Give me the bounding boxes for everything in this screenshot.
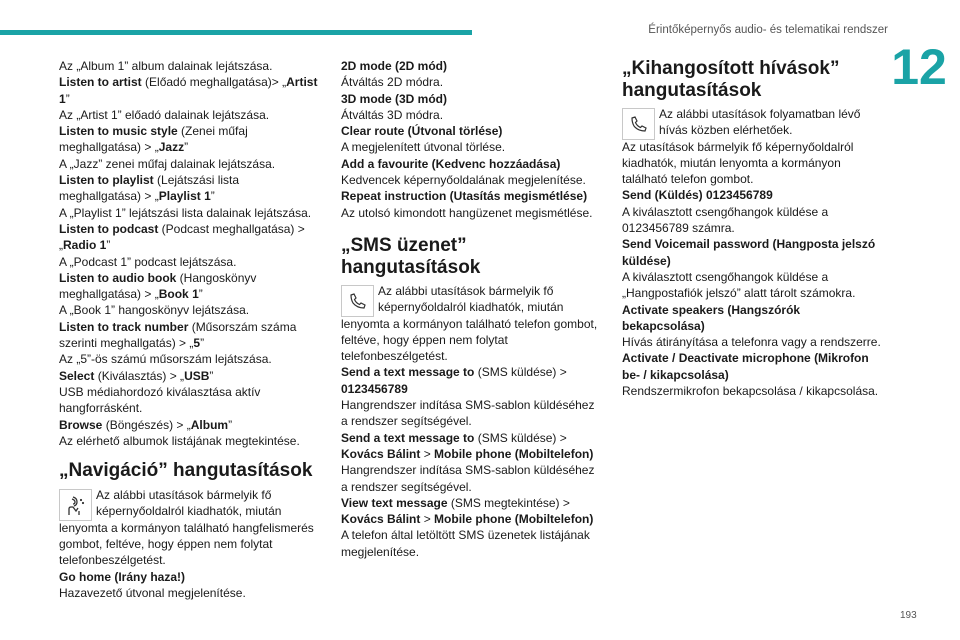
text-line bbox=[341, 156, 603, 172]
text-line bbox=[341, 413, 603, 429]
text-line bbox=[59, 417, 327, 433]
text-run: (SMS küldése) > bbox=[474, 430, 567, 445]
text-run: A kiválasztott csengőhangok küldése a bbox=[622, 269, 829, 284]
text-line bbox=[341, 107, 603, 123]
bold-run: Listen to artist bbox=[59, 75, 142, 90]
col2-lines-after bbox=[341, 316, 603, 560]
bold-run: Add a favourite (Kedvenc hozzáadása) bbox=[341, 156, 561, 171]
text-line bbox=[59, 107, 327, 123]
navigation-intro-lines bbox=[59, 487, 327, 520]
text-run: Az alábbi utasítások folyamatban lévő bbox=[659, 107, 861, 121]
calls-intro bbox=[622, 106, 888, 139]
text-run: lenyomta a kormányon található telefon gombot, bbox=[341, 316, 598, 331]
text-line bbox=[622, 367, 888, 383]
text-run: (SMS megtekintése) > bbox=[447, 495, 570, 510]
calls-heading-line-2: hangutasítások bbox=[622, 80, 762, 101]
text-line bbox=[59, 368, 327, 384]
text-run: Hívás átirányítása a telefonra vagy a rendszerre. bbox=[622, 335, 881, 350]
bold-run: Kovács Bálint bbox=[341, 446, 421, 461]
text-line bbox=[59, 254, 327, 270]
bold-run: 3D mode (3D mód) bbox=[341, 91, 448, 106]
text-line bbox=[341, 446, 603, 462]
text-line bbox=[96, 487, 327, 503]
bold-run: Activate speakers (Hangszórók bbox=[622, 302, 801, 317]
text-line bbox=[659, 106, 888, 122]
voice-command-icon bbox=[59, 489, 92, 521]
column-3 bbox=[622, 58, 888, 399]
text-run: Rendszermikrofon bekapcsolása / kikapcsolása. bbox=[622, 384, 879, 399]
text-run: USB médiahordozó kiválasztása aktív bbox=[59, 384, 261, 399]
text-line bbox=[622, 334, 888, 350]
bold-run: bekapcsolása) bbox=[622, 318, 705, 333]
text-run: A „Book 1” hangoskönyv lejátszása. bbox=[59, 303, 250, 318]
text-line bbox=[59, 335, 327, 351]
text-run: Kedvencek képernyőoldalának megjelenítése. bbox=[341, 173, 586, 188]
text-line bbox=[622, 236, 888, 252]
text-run: 0123456789 számra. bbox=[622, 221, 735, 236]
text-line bbox=[341, 511, 603, 527]
text-line bbox=[341, 397, 603, 413]
text-line bbox=[622, 350, 888, 366]
sms-intro bbox=[341, 283, 603, 316]
navigation-heading: „Navigáció” hangutasítások bbox=[59, 460, 313, 482]
text-run: Az elérhető albumok listájának megtekintése. bbox=[59, 433, 300, 448]
bold-run: Browse bbox=[59, 417, 103, 432]
text-line bbox=[341, 316, 603, 332]
text-run: (Zenei műfaj bbox=[177, 124, 248, 139]
text-run: ” bbox=[209, 368, 214, 383]
text-line bbox=[622, 302, 888, 318]
text-run: Az „Artist 1” előadó dalainak lejátszása. bbox=[59, 107, 270, 122]
text-run: Hangrendszer indítása SMS-sablon küldéséhez bbox=[341, 398, 595, 413]
text-line bbox=[59, 270, 327, 286]
bold-run: Select bbox=[59, 368, 95, 383]
text-line bbox=[59, 205, 327, 221]
text-line bbox=[341, 364, 603, 380]
bold-run: Book 1 bbox=[158, 287, 199, 302]
bold-run: Album bbox=[190, 417, 229, 432]
col2-lines bbox=[341, 58, 603, 221]
text-line bbox=[59, 536, 327, 552]
text-run: (Hangoskönyv bbox=[176, 270, 257, 285]
bold-run: Jazz bbox=[158, 140, 185, 155]
text-run: A „Playlist 1” lejátszási lista dalainak lejátszása. bbox=[59, 205, 312, 220]
bold-run: be- / kikapcsolása) bbox=[622, 367, 729, 382]
text-line bbox=[59, 585, 327, 601]
text-line bbox=[59, 569, 327, 585]
text-run: megjelenítése. bbox=[341, 544, 420, 559]
calls-intro-lines bbox=[622, 106, 888, 139]
text-line bbox=[341, 462, 603, 478]
text-run: feltéve, hogy éppen nem folytat bbox=[341, 332, 508, 347]
text-line bbox=[341, 495, 603, 511]
text-run: telefonbeszélgetést. bbox=[341, 349, 448, 364]
bold-run: Activate / Deactivate microphone (Mikrofon bbox=[622, 351, 869, 366]
text-line bbox=[59, 520, 327, 536]
text-line bbox=[59, 400, 327, 416]
sms-heading-line-2: hangutasítások bbox=[341, 256, 481, 278]
bold-run: Listen to podcast bbox=[59, 221, 159, 236]
text-run: hangforrásként. bbox=[59, 401, 143, 416]
text-line bbox=[59, 188, 327, 204]
text-run: A „Podcast 1” podcast lejátszása. bbox=[59, 254, 237, 269]
text-line bbox=[59, 139, 327, 155]
bold-run: USB bbox=[184, 368, 210, 383]
text-run: ” bbox=[65, 91, 70, 106]
bold-run: Send (Küldés) 0123456789 bbox=[622, 188, 773, 203]
calls-heading-line-1: „Kihangosított hívások” bbox=[622, 58, 840, 79]
text-line bbox=[59, 74, 327, 90]
text-line bbox=[341, 172, 603, 188]
text-line bbox=[341, 139, 603, 155]
phone-icon bbox=[622, 108, 655, 140]
text-line bbox=[59, 156, 327, 172]
col1-lines-after bbox=[59, 520, 327, 601]
text-line bbox=[341, 123, 603, 139]
text-line bbox=[59, 123, 327, 139]
bold-run: Listen to music style bbox=[59, 124, 178, 139]
text-line bbox=[59, 286, 327, 302]
text-run: > bbox=[420, 512, 435, 527]
text-run: Az utolsó kimondott hangüzenet megismétlése. bbox=[341, 205, 593, 220]
bold-run: Clear route (Útvonal törlése) bbox=[341, 124, 503, 139]
text-line bbox=[59, 351, 327, 367]
chapter-number: 12 bbox=[891, 39, 947, 95]
text-run: képernyőoldalról kiadhatók, miután bbox=[378, 300, 564, 315]
header-title: Érintőképernyős audio- és telematikai rendszer bbox=[648, 24, 888, 36]
text-run: Az „5”-ös számú műsorszám lejátszása. bbox=[59, 352, 272, 367]
text-run: ” bbox=[198, 287, 203, 302]
text-run: Átváltás 3D módra. bbox=[341, 107, 444, 122]
text-line bbox=[341, 58, 603, 74]
text-line bbox=[622, 139, 888, 155]
bold-run: Playlist 1 bbox=[158, 189, 211, 204]
text-run: A megjelenített útvonal törlése. bbox=[341, 140, 506, 155]
text-run: ” bbox=[200, 336, 205, 351]
bold-run: 2D mode (2D mód) bbox=[341, 59, 448, 73]
text-run: Az alábbi utasítások bármelyik fő bbox=[378, 283, 554, 298]
navigation-intro bbox=[59, 487, 327, 520]
text-run: a rendszer segítségével. bbox=[341, 414, 472, 429]
bold-run: Kovács Bálint bbox=[341, 512, 421, 527]
bold-run: Mobile phone (Mobiltelefon) bbox=[434, 512, 594, 527]
bold-run: küldése) bbox=[622, 253, 671, 268]
text-run: meghallgatása) > „ bbox=[59, 189, 159, 204]
text-line bbox=[622, 285, 888, 301]
text-line bbox=[622, 318, 888, 334]
text-run: (Előadó meghallgatása)> „ bbox=[141, 75, 287, 90]
text-run: meghallgatása) > „ bbox=[59, 287, 159, 302]
text-run: hívás közben elérhetőek. bbox=[659, 123, 793, 138]
bold-run: Radio 1 bbox=[63, 238, 107, 253]
bold-run: Artist bbox=[286, 75, 318, 90]
bold-run: Listen to audio book bbox=[59, 270, 177, 285]
text-line bbox=[622, 187, 888, 203]
bold-run: 1 bbox=[59, 91, 66, 106]
text-run: ” bbox=[184, 140, 189, 155]
text-line bbox=[59, 172, 327, 188]
bold-run: Listen to track number bbox=[59, 319, 189, 334]
text-line bbox=[622, 253, 888, 269]
col3-lines-after bbox=[622, 139, 888, 400]
text-run: A kiválasztott csengőhangok küldése a bbox=[622, 204, 829, 219]
text-run: (Podcast meghallgatása) > bbox=[158, 221, 305, 236]
text-line bbox=[341, 527, 603, 543]
text-run: Az alábbi utasítások bármelyik fő bbox=[96, 488, 272, 503]
text-line bbox=[96, 503, 327, 519]
bold-run: 0123456789 bbox=[341, 381, 408, 396]
text-run: szerinti meghallgatás) > „ bbox=[59, 336, 194, 351]
text-line bbox=[341, 479, 603, 495]
text-line bbox=[341, 74, 603, 90]
bold-run: View text message bbox=[341, 495, 448, 510]
text-run: Átváltás 2D módra. bbox=[341, 75, 444, 90]
text-line bbox=[341, 348, 603, 364]
text-run: lenyomta a kormányon található hangfelismerés bbox=[59, 520, 314, 535]
text-run: képernyőoldalról kiadhatók, miután bbox=[96, 504, 282, 519]
sms-intro-lines bbox=[341, 283, 603, 316]
text-line bbox=[622, 220, 888, 236]
text-line bbox=[341, 544, 603, 560]
col1-lines bbox=[59, 58, 327, 449]
text-run: > bbox=[420, 446, 435, 461]
bold-run: Send a text message to bbox=[341, 430, 475, 445]
text-line bbox=[622, 155, 888, 171]
text-line bbox=[622, 204, 888, 220]
text-line bbox=[341, 332, 603, 348]
text-run: ” bbox=[210, 189, 215, 204]
text-run: található telefon gombot. bbox=[622, 172, 754, 187]
text-line bbox=[59, 302, 327, 318]
text-line bbox=[659, 122, 888, 138]
text-run: ” bbox=[106, 238, 111, 253]
bold-run: Repeat instruction (Utasítás megismétlése) bbox=[341, 189, 588, 204]
text-line bbox=[622, 171, 888, 187]
text-line bbox=[59, 552, 327, 568]
bold-run: Listen to playlist bbox=[59, 173, 154, 188]
text-run: (Böngészés) > „ bbox=[102, 417, 191, 432]
text-run: telefonbeszélgetést. bbox=[59, 553, 166, 568]
text-run: A telefon által letöltött SMS üzenetek listájának bbox=[341, 528, 590, 543]
text-run: Az „Album 1” album dalainak lejátszása. bbox=[59, 59, 273, 73]
text-line bbox=[622, 383, 888, 399]
text-run: (Kiválasztás) > „ bbox=[94, 368, 185, 383]
text-line bbox=[59, 433, 327, 449]
text-run: a rendszer segítségével. bbox=[341, 479, 472, 494]
text-line bbox=[341, 91, 603, 107]
text-run: „Hangpostafiók jelszó” alatt tárolt számokra. bbox=[622, 286, 856, 301]
text-line bbox=[341, 205, 603, 221]
bold-run: Mobile phone (Mobiltelefon) bbox=[434, 446, 594, 461]
text-run: (Műsorszám száma bbox=[188, 319, 297, 334]
text-run: A „Jazz” zenei műfaj dalainak lejátszása. bbox=[59, 156, 276, 171]
phone-icon bbox=[341, 285, 374, 317]
text-line bbox=[59, 237, 327, 253]
text-run: gombot, feltéve, hogy éppen nem folytat bbox=[59, 537, 273, 552]
text-line bbox=[378, 299, 603, 315]
text-line bbox=[341, 188, 603, 204]
text-run: (SMS küldése) > bbox=[474, 365, 567, 380]
bold-run: Send a text message to bbox=[341, 365, 475, 380]
bold-run: Send Voicemail password (Hangposta jelszó bbox=[622, 237, 876, 252]
text-run: ” bbox=[228, 417, 233, 432]
text-line bbox=[59, 58, 327, 74]
sms-heading-line-1: „SMS üzenet” bbox=[341, 234, 467, 256]
column-2 bbox=[341, 58, 603, 560]
header-accent-bar bbox=[0, 30, 472, 35]
text-run: Hangrendszer indítása SMS-sablon küldéséhez bbox=[341, 463, 595, 478]
page-number: 193 bbox=[900, 610, 917, 621]
bold-run: 5 bbox=[193, 336, 201, 351]
text-line bbox=[59, 319, 327, 335]
column-1 bbox=[59, 58, 327, 601]
text-run: meghallgatása) > „ bbox=[59, 140, 159, 155]
text-line bbox=[622, 269, 888, 285]
text-run: (Lejátszási lista bbox=[153, 173, 240, 188]
text-run: kiadhatók, miután lenyomta a kormányon bbox=[622, 155, 841, 170]
text-run: Az utasítások bármelyik fő képernyőoldalról bbox=[622, 139, 854, 154]
text-line bbox=[341, 381, 603, 397]
text-run: Hazavezető útvonal megjelenítése. bbox=[59, 585, 246, 600]
text-run: „ bbox=[59, 238, 63, 253]
text-line bbox=[378, 283, 603, 299]
bold-run: Go home (Irány haza!) bbox=[59, 569, 186, 584]
text-line bbox=[341, 430, 603, 446]
text-line bbox=[59, 221, 327, 237]
text-line bbox=[59, 384, 327, 400]
text-line bbox=[59, 91, 327, 107]
